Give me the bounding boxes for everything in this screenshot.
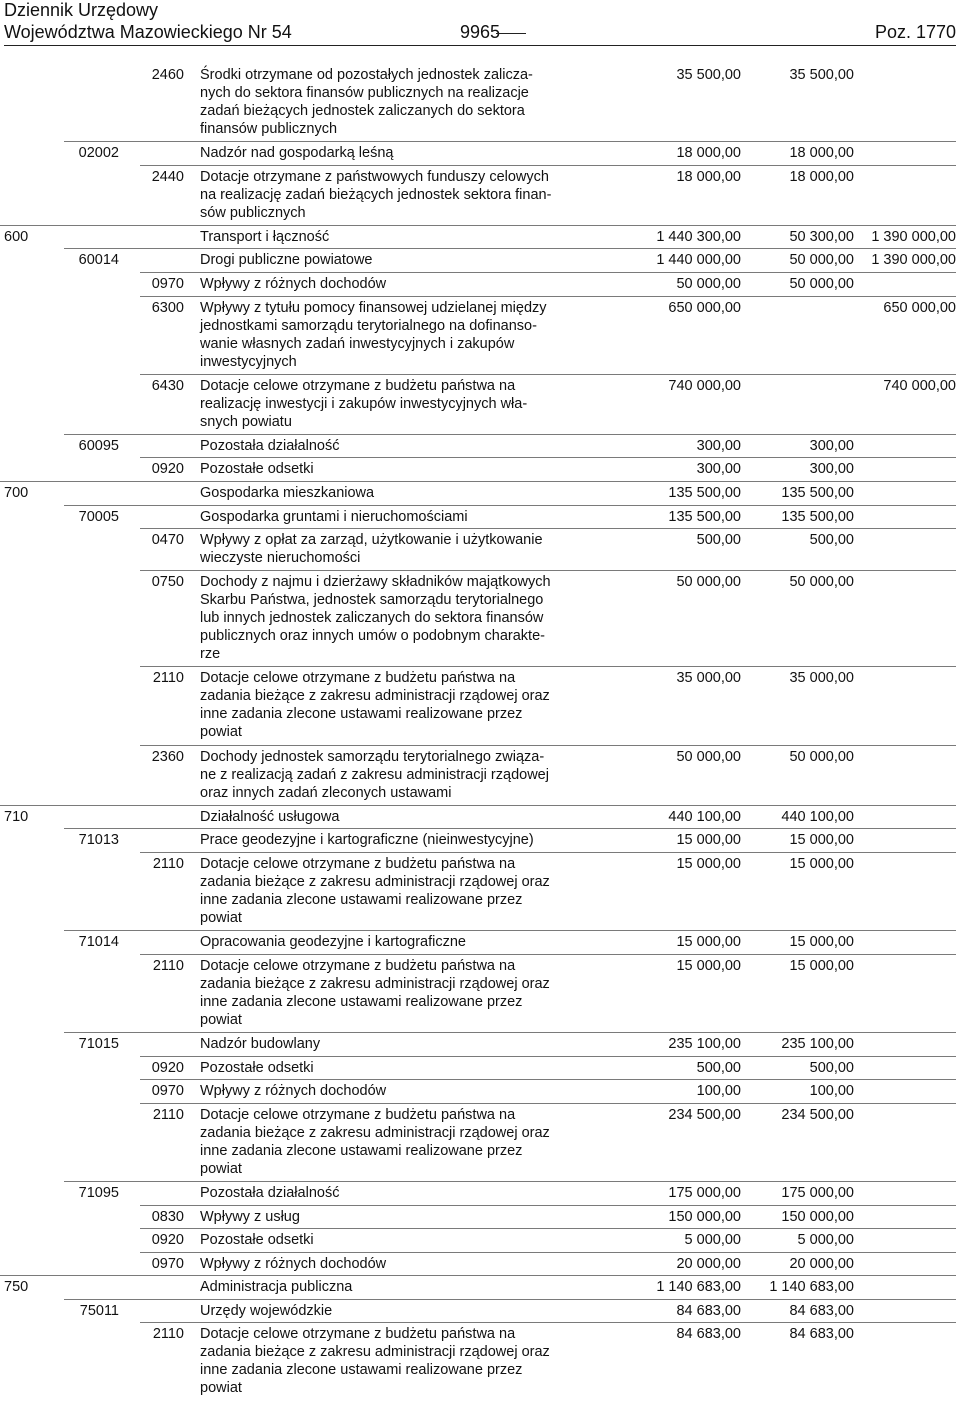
description-line: Urzędy wojewódzkie [200, 1302, 333, 1319]
header-dash [496, 33, 526, 34]
description-line: zadania bieżące z zakresu administracji rządowej oraz [200, 873, 550, 890]
amount-current: 150 000,00 [781, 1208, 854, 1225]
row-description [200, 855, 610, 927]
amount-total: 20 000,00 [676, 1255, 741, 1272]
row-separator [64, 248, 956, 249]
description-line: Administracja publiczna [200, 1279, 353, 1296]
description-line: zadania bieżące z zakresu administracji rządowej oraz [200, 688, 550, 705]
row-separator [140, 528, 956, 529]
description-line: na realizację zadań bieżących jednostek sektora finan- [200, 186, 552, 203]
description-line: inne zadania zlecone ustawami realizowane przez [200, 891, 523, 908]
amount-current: 5 000,00 [797, 1232, 854, 1249]
amount-current: 15 000,00 [789, 832, 854, 849]
amount-current: 20 000,00 [789, 1255, 854, 1272]
row-description [200, 933, 610, 951]
amount-current: 50 000,00 [789, 276, 854, 292]
amount-total: 500,00 [696, 532, 741, 549]
row-description [200, 957, 610, 1029]
row-description [200, 1106, 610, 1178]
description-line: inne zadania zlecone ustawami realizowane przez [200, 1362, 523, 1379]
row-description [200, 1082, 610, 1100]
description-line: Dochody jednostek samorządu terytorialnego związa- [200, 748, 545, 765]
description-line: Nadzór budowlany [200, 1036, 321, 1053]
row-description [200, 573, 610, 663]
amount-total: 500,00 [696, 1059, 741, 1076]
page-number: 9965 [460, 22, 501, 42]
description-line: ne z realizacją zadań z zakresu administracji rządowej [200, 766, 549, 783]
row-separator [140, 165, 956, 166]
description-line: Dochody z najmu i dzierżawy składników majątkowych [200, 573, 551, 590]
paragraph-code: 0830 [151, 1208, 184, 1225]
rozdzial-code: 60095 [78, 437, 119, 454]
amount-total: 15 000,00 [676, 832, 741, 849]
amount-current: 500,00 [809, 1059, 854, 1076]
table-row [0, 748, 960, 808]
description-line: Dotacje celowe otrzymane z budżetu państwa na [200, 957, 516, 974]
row-description [200, 1231, 610, 1249]
description-line: Wpływy z różnych dochodów [200, 276, 387, 292]
description-line: zadania bieżące z zakresu administracji rządowej oraz [200, 1124, 550, 1141]
table-row [0, 531, 960, 573]
description-line: wieczyste nieruchomości [200, 550, 361, 567]
journal-subtitle: Województwa Mazowieckiego Nr 54 [4, 22, 292, 42]
description-line: Wpływy z różnych dochodów [200, 1083, 387, 1100]
table-row [0, 1325, 960, 1403]
amount-current: 1 140 683,00 [769, 1279, 854, 1296]
amount-current: 15 000,00 [789, 934, 854, 951]
amount-current: 135 500,00 [781, 508, 854, 525]
paragraph-code: 0920 [151, 1232, 184, 1249]
amount-total: 50 000,00 [676, 573, 741, 590]
dzial-code: 600 [4, 228, 29, 245]
row-separator [140, 457, 956, 458]
description-line: inne zadania zlecone ustawami realizowane przez [200, 1142, 523, 1159]
paragraph-code: 0920 [151, 1059, 184, 1076]
description-line: inne zadania zlecone ustawami realizowane przez [200, 993, 523, 1010]
amount-current: 135 500,00 [781, 485, 854, 501]
row-separator [0, 805, 956, 806]
amount-total: 35 500,00 [676, 67, 741, 83]
description-line: rze [200, 645, 221, 662]
table-row [0, 66, 960, 144]
description-line: Drogi publiczne powiatowe [200, 252, 373, 269]
description-line: Pozostała działalność [200, 437, 340, 454]
amount-total: 84 683,00 [676, 1302, 741, 1319]
amount-total: 1 440 000,00 [656, 252, 741, 269]
amount-total: 1 440 300,00 [656, 228, 741, 245]
paragraph-code: 6300 [151, 299, 184, 316]
description-line: Działalność usługowa [200, 808, 340, 825]
row-separator [64, 1181, 956, 1182]
table-row [0, 377, 960, 437]
amount-total: 1 140 683,00 [656, 1279, 741, 1296]
table-row [0, 1106, 960, 1184]
row-description [200, 1184, 610, 1202]
amount-current: 50 000,00 [789, 748, 854, 765]
rozdzial-code: 71095 [78, 1185, 119, 1201]
description-line: Wpływy z usług [200, 1208, 300, 1225]
rozdzial-code: 02002 [78, 145, 119, 162]
paragraph-code: 2360 [151, 748, 184, 765]
amount-total: 300,00 [696, 461, 741, 478]
table-row [0, 669, 960, 747]
description-line: Nadzór nad gospodarką leśną [200, 145, 394, 162]
row-description [200, 1325, 610, 1397]
amount-total: 18 000,00 [676, 168, 741, 185]
description-line: Dotacje celowe otrzymane z budżetu państwa na [200, 377, 516, 394]
row-separator [64, 1032, 956, 1033]
paragraph-code: 0750 [151, 573, 184, 590]
row-description [200, 460, 610, 478]
row-description [200, 1208, 610, 1226]
row-separator [140, 852, 956, 853]
row-description [200, 228, 610, 246]
amount-capital: 1 390 000,00 [871, 252, 956, 269]
amount-current: 15 000,00 [789, 855, 854, 872]
row-separator [140, 1079, 956, 1080]
row-separator [64, 434, 956, 435]
amount-total: 234 500,00 [668, 1106, 741, 1123]
amount-total: 15 000,00 [676, 934, 741, 951]
row-description [200, 669, 610, 741]
row-separator [64, 930, 956, 931]
row-description [200, 508, 610, 526]
page-header [4, 0, 956, 46]
amount-total: 135 500,00 [668, 485, 741, 501]
description-line: Pozostała działalność [200, 1185, 340, 1201]
description-line: zadania bieżące z zakresu administracji rządowej oraz [200, 1344, 550, 1361]
dzial-code: 710 [4, 808, 29, 825]
row-description [200, 1035, 610, 1053]
amount-total: 18 000,00 [676, 145, 741, 162]
description-line: Dotacje celowe otrzymane z budżetu państwa na [200, 855, 516, 872]
description-line: Pozostałe odsetki [200, 1059, 314, 1076]
paragraph-code: 0970 [151, 276, 184, 292]
description-line: Dotacje celowe otrzymane z budżetu państwa na [200, 1326, 516, 1343]
amount-total: 235 100,00 [668, 1036, 741, 1053]
description-line: powiat [200, 1380, 242, 1397]
amount-total: 5 000,00 [684, 1232, 741, 1249]
table-row [0, 168, 960, 228]
row-separator [0, 1275, 956, 1276]
amount-current: 440 100,00 [781, 808, 854, 825]
description-line: Transport i łączność [200, 228, 330, 245]
row-description [200, 377, 610, 431]
row-separator [64, 828, 956, 829]
rozdzial-code: 60014 [78, 252, 119, 269]
journal-title: Dziennik Urzędowy [4, 0, 159, 20]
amount-current: 300,00 [809, 461, 854, 478]
description-line: oraz innych zadań zleconych ustawami [200, 784, 452, 801]
amount-total: 650 000,00 [668, 299, 741, 316]
row-description [200, 831, 610, 849]
row-description [200, 168, 610, 222]
description-line: Wpływy z tytułu pomocy finansowej udzielanej między [200, 299, 547, 316]
description-line: Opracowania geodezyjne i kartograficzne [200, 934, 466, 951]
description-line: zadań bieżących jednostek zaliczanych do sektora [200, 103, 525, 119]
dzial-code: 750 [4, 1279, 29, 1296]
amount-total: 135 500,00 [668, 508, 741, 525]
description-line: Gospodarka gruntami i nieruchomościami [200, 508, 468, 525]
amount-total: 740 000,00 [668, 377, 741, 394]
row-description [200, 808, 610, 826]
paragraph-code: 0470 [151, 532, 184, 549]
row-description [200, 748, 610, 802]
table-row [0, 855, 960, 933]
description-line: sów publicznych [200, 204, 306, 221]
table-row [0, 299, 960, 377]
row-description [200, 484, 610, 502]
amount-total: 15 000,00 [676, 855, 741, 872]
description-line: snych powiatu [200, 413, 292, 430]
amount-current: 84 683,00 [789, 1302, 854, 1319]
amount-current: 18 000,00 [789, 168, 854, 185]
description-line: Środki otrzymane od pozostałych jednostek zalicza- [200, 67, 533, 83]
amount-current: 18 000,00 [789, 145, 854, 162]
amount-total: 100,00 [696, 1083, 741, 1100]
row-description [200, 1255, 610, 1273]
rozdzial-code: 71015 [78, 1036, 119, 1053]
description-line: Wpływy z opłat za zarząd, użytkowanie i użytkowanie [200, 532, 543, 549]
amount-current: 235 100,00 [781, 1036, 854, 1053]
amount-current: 50 000,00 [789, 252, 854, 269]
description-line: powiat [200, 724, 242, 741]
paragraph-code: 2110 [152, 1106, 184, 1123]
description-line: powiat [200, 909, 242, 926]
paragraph-code: 2110 [152, 957, 184, 974]
row-separator [140, 570, 956, 571]
row-separator [140, 666, 956, 667]
row-separator [140, 954, 956, 955]
amount-total: 50 000,00 [676, 276, 741, 292]
amount-current: 35 500,00 [789, 67, 854, 83]
row-separator [64, 141, 956, 142]
amount-total: 175 000,00 [668, 1185, 741, 1201]
amount-current: 84 683,00 [789, 1326, 854, 1343]
description-line: Pozostałe odsetki [200, 1232, 314, 1249]
description-line: Pozostałe odsetki [200, 461, 314, 478]
header-rule [4, 45, 956, 46]
paragraph-code: 0970 [151, 1255, 184, 1272]
row-separator [64, 505, 956, 506]
description-line: publicznych oraz innych umów o podobnym charakte- [200, 627, 545, 644]
description-line: nych do sektora finansów publicznych na realizacje [200, 85, 529, 101]
description-line: zadania bieżące z zakresu administracji rządowej oraz [200, 975, 550, 992]
row-description [200, 251, 610, 269]
amount-current: 35 000,00 [789, 670, 854, 687]
amount-total: 50 000,00 [676, 748, 741, 765]
amount-total: 15 000,00 [676, 957, 741, 974]
table-row [0, 957, 960, 1035]
row-separator [140, 1252, 956, 1253]
amount-current: 300,00 [809, 437, 854, 454]
row-description [200, 1302, 610, 1320]
paragraph-code: 2110 [152, 670, 184, 687]
description-line: Prace geodezyjne i kartograficzne (nieinwestycyjne) [200, 832, 534, 849]
description-line: wanie własnych zadań inwestycyjnych i zakupów [200, 335, 515, 352]
dzial-code: 700 [4, 485, 29, 501]
amount-current: 234 500,00 [781, 1106, 854, 1123]
row-separator [140, 272, 956, 273]
row-description [200, 531, 610, 567]
description-line: Wpływy z różnych dochodów [200, 1255, 387, 1272]
description-line: Gospodarka mieszkaniowa [200, 485, 375, 501]
description-line: powiat [200, 1011, 242, 1028]
row-separator [0, 481, 956, 482]
paragraph-code: 0970 [151, 1083, 184, 1100]
row-separator [140, 374, 956, 375]
description-line: realizację inwestycji i zakupów inwestycyjnych wła- [200, 395, 528, 412]
row-separator [64, 1299, 956, 1300]
row-separator [140, 1228, 956, 1229]
amount-capital: 650 000,00 [883, 299, 956, 316]
row-separator [140, 1205, 956, 1206]
description-line: Dotacje celowe otrzymane z budżetu państwa na [200, 1106, 516, 1123]
row-separator [140, 296, 956, 297]
row-separator [140, 745, 956, 746]
amount-capital: 740 000,00 [883, 377, 956, 394]
rozdzial-code: 71013 [78, 832, 119, 849]
row-separator [140, 1103, 956, 1104]
amount-current: 15 000,00 [789, 957, 854, 974]
paragraph-code: 0920 [151, 461, 184, 478]
description-line: Dotacje otrzymane z państwowych funduszy celowych [200, 168, 549, 185]
paragraph-code: 6430 [151, 377, 184, 394]
row-description [200, 437, 610, 455]
amount-current: 500,00 [809, 532, 854, 549]
description-line: lub innych jednostek zaliczanych do sektora finansów [200, 609, 544, 626]
paragraph-code: 2440 [151, 168, 184, 185]
amount-total: 150 000,00 [668, 1208, 741, 1225]
description-line: inne zadania zlecone ustawami realizowane przez [200, 706, 523, 723]
row-description [200, 144, 610, 162]
description-line: jednostkami samorządu terytorialnego na dofinanso- [200, 317, 537, 334]
row-separator [140, 1322, 956, 1323]
paragraph-code: 2110 [152, 1326, 184, 1343]
description-line: Dotacje celowe otrzymane z budżetu państwa na [200, 670, 516, 687]
amount-current: 50 000,00 [789, 573, 854, 590]
amount-capital: 1 390 000,00 [871, 228, 956, 245]
description-line: powiat [200, 1160, 242, 1177]
amount-total: 300,00 [696, 437, 741, 454]
row-description [200, 1059, 610, 1077]
rozdzial-code: 70005 [78, 508, 119, 525]
description-line: finansów publicznych [200, 121, 338, 137]
description-line: Skarbu Państwa, jednostek samorządu terytorialnego [200, 591, 544, 608]
row-description [200, 299, 610, 371]
rozdzial-code: 75011 [79, 1302, 119, 1319]
row-separator [140, 1056, 956, 1057]
rozdzial-code: 71014 [78, 934, 119, 951]
paragraph-code: 2460 [151, 67, 184, 83]
amount-total: 35 000,00 [676, 670, 741, 687]
amount-current: 100,00 [809, 1083, 854, 1100]
paragraph-code: 2110 [152, 855, 184, 872]
row-description [200, 66, 610, 138]
row-separator [0, 225, 956, 226]
amount-current: 175 000,00 [781, 1185, 854, 1201]
amount-total: 84 683,00 [676, 1326, 741, 1343]
table-row [0, 573, 960, 670]
position-number: Poz. 1770 [874, 22, 956, 42]
description-line: inwestycyjnych [200, 353, 297, 370]
row-description [200, 275, 610, 293]
row-description [200, 1278, 610, 1296]
amount-current: 50 300,00 [789, 228, 854, 245]
amount-total: 440 100,00 [668, 808, 741, 825]
